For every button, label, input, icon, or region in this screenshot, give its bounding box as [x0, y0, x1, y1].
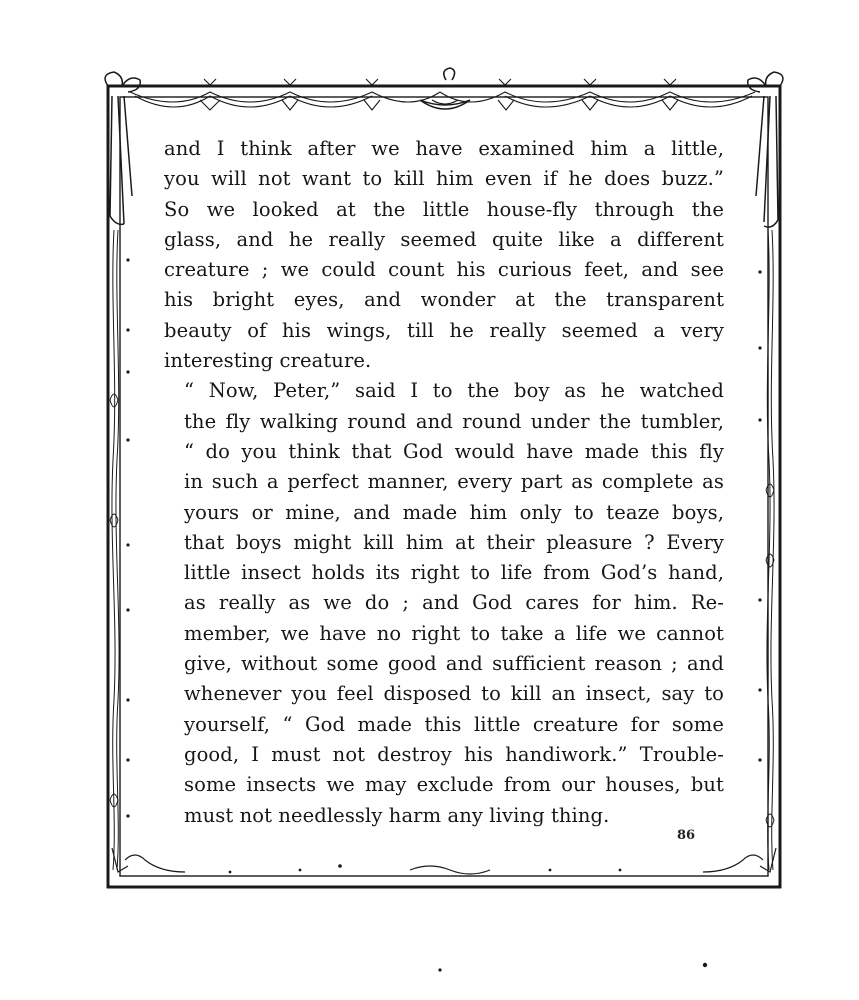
- text-line: must not needlessly harm any living thing.: [184, 803, 610, 827]
- text-line: in such a perfect manner, every part as complete as: [184, 470, 724, 494]
- text-line: as really as we do ; and God cares for him. Re-: [184, 591, 724, 615]
- text-line: “ do you think that God would have made this fly: [184, 439, 724, 463]
- top-left-bow-ornament: [105, 72, 140, 224]
- top-right-bow-ornament: [748, 72, 783, 227]
- text-line: his bright eyes, and wonder at the transparent: [164, 288, 724, 312]
- text-line: and I think after we have examined him a little,: [164, 137, 724, 160]
- text-line: little insect holds its right to life from God’s hand,: [184, 561, 724, 585]
- text-line: member, we have no right to take a life we cannot: [184, 621, 724, 645]
- text-line: you will not want to kill him even if he does buzz.”: [164, 167, 724, 191]
- bottom-scroll-ornament: [112, 848, 776, 874]
- text-line: the fly walking round and round under the tumbler,: [184, 409, 724, 433]
- text-line: some insects we may exclude from our houses, but: [184, 773, 724, 797]
- text-line: So we looked at the little house-fly through the: [164, 197, 724, 221]
- text-line: glass, and he really seemed quite like a different: [164, 227, 724, 251]
- page-number: 86: [677, 828, 696, 843]
- text-line: interesting creature.: [164, 349, 372, 373]
- text-line: that boys might kill him at their pleasure ? Every: [184, 530, 724, 554]
- body-text: [164, 134, 724, 831]
- left-rope-column: [110, 230, 119, 870]
- text-line: yours or mine, and made him only to teaze boys,: [184, 500, 724, 524]
- paragraph-2: [164, 376, 724, 830]
- text-line: good, I must not destroy his handiwork.” Trouble-: [184, 742, 724, 766]
- text-line: “ Now, Peter,” said I to the boy as he watched: [184, 379, 724, 403]
- text-line: creature ; we could count his curious feet, and see: [164, 258, 724, 282]
- text-line: whenever you feel disposed to kill an insect, say to: [184, 682, 724, 706]
- paragraph-1: [164, 134, 724, 376]
- top-garland: [130, 68, 755, 110]
- right-rope-column: [766, 230, 774, 870]
- text-line: beauty of his wings, till he really seemed a very: [164, 318, 724, 342]
- text-line: yourself, “ God made this little creature for some: [184, 712, 724, 736]
- text-line: give, without some good and sufficient reason ; and: [184, 652, 724, 676]
